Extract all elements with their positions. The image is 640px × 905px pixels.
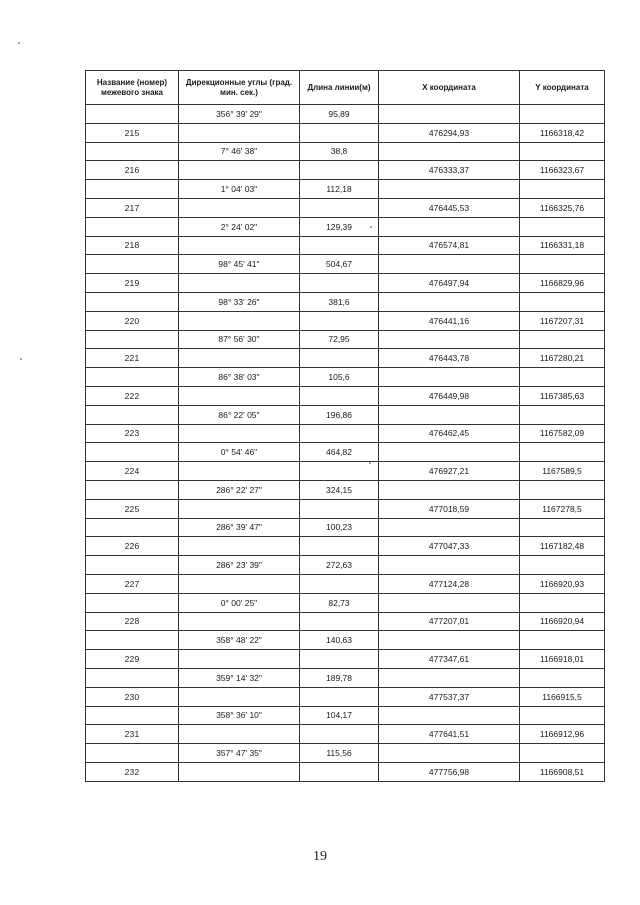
x-coordinate-cell: 477347,61 — [379, 650, 520, 669]
line-length-cell: 72,95 — [300, 330, 379, 349]
x-coordinate-cell — [379, 668, 520, 687]
x-coordinate-cell: 476441,16 — [379, 311, 520, 330]
mark-name-cell — [86, 556, 179, 575]
table-row — [86, 631, 605, 650]
line-length-cell: 104,17 — [300, 706, 379, 725]
mark-name-cell: 219 — [86, 274, 179, 293]
line-length-cell — [300, 161, 379, 180]
mark-name-cell — [86, 180, 179, 199]
line-length-cell — [300, 123, 379, 142]
direction-angle-cell: 1° 04' 03" — [179, 180, 300, 199]
x-coordinate-cell: 476445,53 — [379, 198, 520, 217]
x-coordinate-cell — [379, 480, 520, 499]
x-coordinate-cell — [379, 368, 520, 387]
line-length-cell: 324,15 — [300, 480, 379, 499]
x-coordinate-cell — [379, 217, 520, 236]
direction-angle-cell: 0° 00' 25" — [179, 593, 300, 612]
direction-angle-cell: 98° 33' 26" — [179, 292, 300, 311]
line-length-cell: 115,56 — [300, 744, 379, 763]
mark-name-cell — [86, 631, 179, 650]
x-coordinate-cell: 477756,98 — [379, 762, 520, 781]
direction-angle-cell — [179, 386, 300, 405]
table-row — [86, 330, 605, 349]
line-length-cell: 38,8 — [300, 142, 379, 161]
mark-name-cell — [86, 368, 179, 387]
direction-angle-cell — [179, 198, 300, 217]
mark-name-cell — [86, 330, 179, 349]
mark-name-cell: 227 — [86, 574, 179, 593]
x-coordinate-cell: 477641,51 — [379, 725, 520, 744]
direction-angle-cell: 356° 39' 29" — [179, 105, 300, 124]
line-length-cell: 112,18 — [300, 180, 379, 199]
direction-angle-cell: 286° 23' 39" — [179, 556, 300, 575]
line-length-cell: 272,63 — [300, 556, 379, 575]
line-length-cell — [300, 687, 379, 706]
direction-angle-cell: 0° 54' 46" — [179, 443, 300, 462]
y-coordinate-cell: 1166920,93 — [520, 574, 605, 593]
line-length-cell: 82,73 — [300, 593, 379, 612]
table-row — [86, 142, 605, 161]
direction-angle-cell: 86° 38' 03" — [179, 368, 300, 387]
header-line-length: Длина линии(м) — [300, 71, 379, 105]
y-coordinate-cell — [520, 443, 605, 462]
table-row — [86, 537, 605, 556]
y-coordinate-cell — [520, 405, 605, 424]
table-row — [86, 180, 605, 199]
table-row — [86, 443, 605, 462]
mark-name-cell — [86, 217, 179, 236]
mark-name-cell — [86, 292, 179, 311]
scan-speck — [18, 42, 20, 44]
line-length-cell: 129,39 — [300, 217, 379, 236]
x-coordinate-cell — [379, 593, 520, 612]
x-coordinate-cell: 476333,37 — [379, 161, 520, 180]
x-coordinate-cell — [379, 443, 520, 462]
mark-name-cell: 225 — [86, 499, 179, 518]
table-row — [86, 518, 605, 537]
line-length-cell: 95,89 — [300, 105, 379, 124]
y-coordinate-cell: 1167207,31 — [520, 311, 605, 330]
line-length-cell: 381,6 — [300, 292, 379, 311]
line-length-cell: 189,78 — [300, 668, 379, 687]
y-coordinate-cell — [520, 518, 605, 537]
mark-name-cell: 229 — [86, 650, 179, 669]
x-coordinate-cell: 476443,78 — [379, 349, 520, 368]
table-row — [86, 499, 605, 518]
scan-speck — [370, 226, 372, 228]
mark-name-cell: 224 — [86, 462, 179, 481]
y-coordinate-cell: 1166318,42 — [520, 123, 605, 142]
table-row — [86, 255, 605, 274]
mark-name-cell: 216 — [86, 161, 179, 180]
y-coordinate-cell — [520, 255, 605, 274]
x-coordinate-cell — [379, 180, 520, 199]
direction-angle-cell: 2° 24' 02" — [179, 217, 300, 236]
line-length-cell — [300, 725, 379, 744]
scan-speck — [20, 358, 22, 360]
scan-speck — [369, 462, 371, 464]
mark-name-cell — [86, 593, 179, 612]
direction-angle-cell — [179, 236, 300, 255]
y-coordinate-cell: 1166325,76 — [520, 198, 605, 217]
y-coordinate-cell — [520, 217, 605, 236]
line-length-cell — [300, 574, 379, 593]
mark-name-cell — [86, 668, 179, 687]
x-coordinate-cell: 476449,98 — [379, 386, 520, 405]
table-row — [86, 612, 605, 631]
x-coordinate-cell: 477018,59 — [379, 499, 520, 518]
direction-angle-cell — [179, 462, 300, 481]
x-coordinate-cell: 476294,93 — [379, 123, 520, 142]
x-coordinate-cell — [379, 744, 520, 763]
line-length-cell: 504,67 — [300, 255, 379, 274]
y-coordinate-cell: 1167182,48 — [520, 537, 605, 556]
x-coordinate-cell: 476927,21 — [379, 462, 520, 481]
table-row — [86, 706, 605, 725]
header-x-coordinate: X координата — [379, 71, 520, 105]
direction-angle-cell: 358° 48' 22" — [179, 631, 300, 650]
y-coordinate-cell: 1167589,5 — [520, 462, 605, 481]
direction-angle-cell: 7° 46' 38" — [179, 142, 300, 161]
x-coordinate-cell — [379, 631, 520, 650]
y-coordinate-cell — [520, 180, 605, 199]
direction-angle-cell: 98° 45' 41" — [179, 255, 300, 274]
mark-name-cell: 220 — [86, 311, 179, 330]
direction-angle-cell — [179, 650, 300, 669]
table-row — [86, 556, 605, 575]
x-coordinate-cell: 477207,01 — [379, 612, 520, 631]
table-row — [86, 650, 605, 669]
line-length-cell — [300, 386, 379, 405]
table-row — [86, 668, 605, 687]
x-coordinate-cell — [379, 105, 520, 124]
direction-angle-cell: 357° 47' 35" — [179, 744, 300, 763]
mark-name-cell — [86, 255, 179, 274]
header-y-coordinate: Y координата — [520, 71, 605, 105]
direction-angle-cell — [179, 612, 300, 631]
x-coordinate-cell — [379, 142, 520, 161]
direction-angle-cell: 359° 14' 32" — [179, 668, 300, 687]
table-row — [86, 292, 605, 311]
y-coordinate-cell: 1166908,51 — [520, 762, 605, 781]
line-length-cell: 105,6 — [300, 368, 379, 387]
y-coordinate-cell: 1167385,63 — [520, 386, 605, 405]
table-row — [86, 593, 605, 612]
table-row — [86, 123, 605, 142]
x-coordinate-cell — [379, 405, 520, 424]
x-coordinate-cell: 476574,81 — [379, 236, 520, 255]
line-length-cell — [300, 311, 379, 330]
direction-angle-cell — [179, 762, 300, 781]
x-coordinate-cell — [379, 330, 520, 349]
direction-angle-cell: 87° 56' 30" — [179, 330, 300, 349]
line-length-cell: 464,82 — [300, 443, 379, 462]
x-coordinate-cell: 476462,45 — [379, 424, 520, 443]
direction-angle-cell — [179, 725, 300, 744]
y-coordinate-cell: 1166331,18 — [520, 236, 605, 255]
direction-angle-cell — [179, 311, 300, 330]
y-coordinate-cell — [520, 142, 605, 161]
table-row — [86, 217, 605, 236]
header-direction-angle: Дирекционные углы (град. мин. сек.) — [179, 71, 300, 105]
y-coordinate-cell: 1166920,94 — [520, 612, 605, 631]
y-coordinate-cell — [520, 593, 605, 612]
table-row — [86, 725, 605, 744]
table-row — [86, 405, 605, 424]
direction-angle-cell: 286° 39' 47" — [179, 518, 300, 537]
line-length-cell — [300, 236, 379, 255]
mark-name-cell: 218 — [86, 236, 179, 255]
mark-name-cell: 223 — [86, 424, 179, 443]
direction-angle-cell — [179, 574, 300, 593]
y-coordinate-cell — [520, 744, 605, 763]
direction-angle-cell — [179, 687, 300, 706]
table-row — [86, 161, 605, 180]
table-row — [86, 198, 605, 217]
y-coordinate-cell: 1166915,5 — [520, 687, 605, 706]
y-coordinate-cell: 1167278,5 — [520, 499, 605, 518]
boundary-coordinates-table — [85, 70, 605, 782]
y-coordinate-cell: 1166829,96 — [520, 274, 605, 293]
y-coordinate-cell: 1166912,96 — [520, 725, 605, 744]
table-row — [86, 762, 605, 781]
x-coordinate-cell: 476497,94 — [379, 274, 520, 293]
table-row — [86, 462, 605, 481]
mark-name-cell: 231 — [86, 725, 179, 744]
line-length-cell — [300, 462, 379, 481]
y-coordinate-cell: 1167280,21 — [520, 349, 605, 368]
y-coordinate-cell — [520, 480, 605, 499]
line-length-cell: 100,23 — [300, 518, 379, 537]
y-coordinate-cell — [520, 105, 605, 124]
y-coordinate-cell — [520, 292, 605, 311]
mark-name-cell — [86, 518, 179, 537]
line-length-cell — [300, 612, 379, 631]
x-coordinate-cell: 477537,37 — [379, 687, 520, 706]
direction-angle-cell: 286° 22' 27" — [179, 480, 300, 499]
x-coordinate-cell: 477124,28 — [379, 574, 520, 593]
table-row — [86, 574, 605, 593]
x-coordinate-cell — [379, 292, 520, 311]
x-coordinate-cell — [379, 706, 520, 725]
mark-name-cell: 226 — [86, 537, 179, 556]
y-coordinate-cell — [520, 556, 605, 575]
mark-name-cell: 230 — [86, 687, 179, 706]
header-mark-name: Название (номер) межевого знака — [86, 71, 179, 105]
direction-angle-cell — [179, 161, 300, 180]
mark-name-cell — [86, 443, 179, 462]
line-length-cell — [300, 537, 379, 556]
y-coordinate-cell: 1166323,67 — [520, 161, 605, 180]
mark-name-cell: 228 — [86, 612, 179, 631]
mark-name-cell: 222 — [86, 386, 179, 405]
table-row — [86, 236, 605, 255]
x-coordinate-cell — [379, 518, 520, 537]
direction-angle-cell: 86° 22' 05" — [179, 405, 300, 424]
table-header-row — [86, 71, 605, 105]
line-length-cell: 196,86 — [300, 405, 379, 424]
y-coordinate-cell — [520, 706, 605, 725]
table-row — [86, 386, 605, 405]
direction-angle-cell — [179, 349, 300, 368]
direction-angle-cell — [179, 424, 300, 443]
line-length-cell — [300, 198, 379, 217]
table-row — [86, 105, 605, 124]
direction-angle-cell: 358° 36' 10" — [179, 706, 300, 725]
direction-angle-cell — [179, 274, 300, 293]
table-row — [86, 311, 605, 330]
y-coordinate-cell — [520, 330, 605, 349]
table-row — [86, 424, 605, 443]
direction-angle-cell — [179, 499, 300, 518]
x-coordinate-cell — [379, 255, 520, 274]
page-number: 19 — [313, 849, 327, 864]
table-row — [86, 744, 605, 763]
mark-name-cell: 215 — [86, 123, 179, 142]
line-length-cell: 140,63 — [300, 631, 379, 650]
mark-name-cell — [86, 480, 179, 499]
y-coordinate-cell — [520, 668, 605, 687]
mark-name-cell: 217 — [86, 198, 179, 217]
x-coordinate-cell: 477047,33 — [379, 537, 520, 556]
y-coordinate-cell: 1166918,01 — [520, 650, 605, 669]
mark-name-cell — [86, 405, 179, 424]
table-row — [86, 349, 605, 368]
mark-name-cell — [86, 706, 179, 725]
y-coordinate-cell — [520, 631, 605, 650]
line-length-cell — [300, 349, 379, 368]
line-length-cell — [300, 424, 379, 443]
table-row — [86, 480, 605, 499]
table-row — [86, 274, 605, 293]
table-row — [86, 368, 605, 387]
mark-name-cell: 232 — [86, 762, 179, 781]
table-row — [86, 687, 605, 706]
mark-name-cell — [86, 142, 179, 161]
x-coordinate-cell — [379, 556, 520, 575]
line-length-cell — [300, 650, 379, 669]
mark-name-cell — [86, 744, 179, 763]
mark-name-cell: 221 — [86, 349, 179, 368]
y-coordinate-cell — [520, 368, 605, 387]
table-body — [86, 105, 605, 782]
line-length-cell — [300, 762, 379, 781]
direction-angle-cell — [179, 537, 300, 556]
line-length-cell — [300, 274, 379, 293]
direction-angle-cell — [179, 123, 300, 142]
mark-name-cell — [86, 105, 179, 124]
y-coordinate-cell: 1167582,09 — [520, 424, 605, 443]
line-length-cell — [300, 499, 379, 518]
